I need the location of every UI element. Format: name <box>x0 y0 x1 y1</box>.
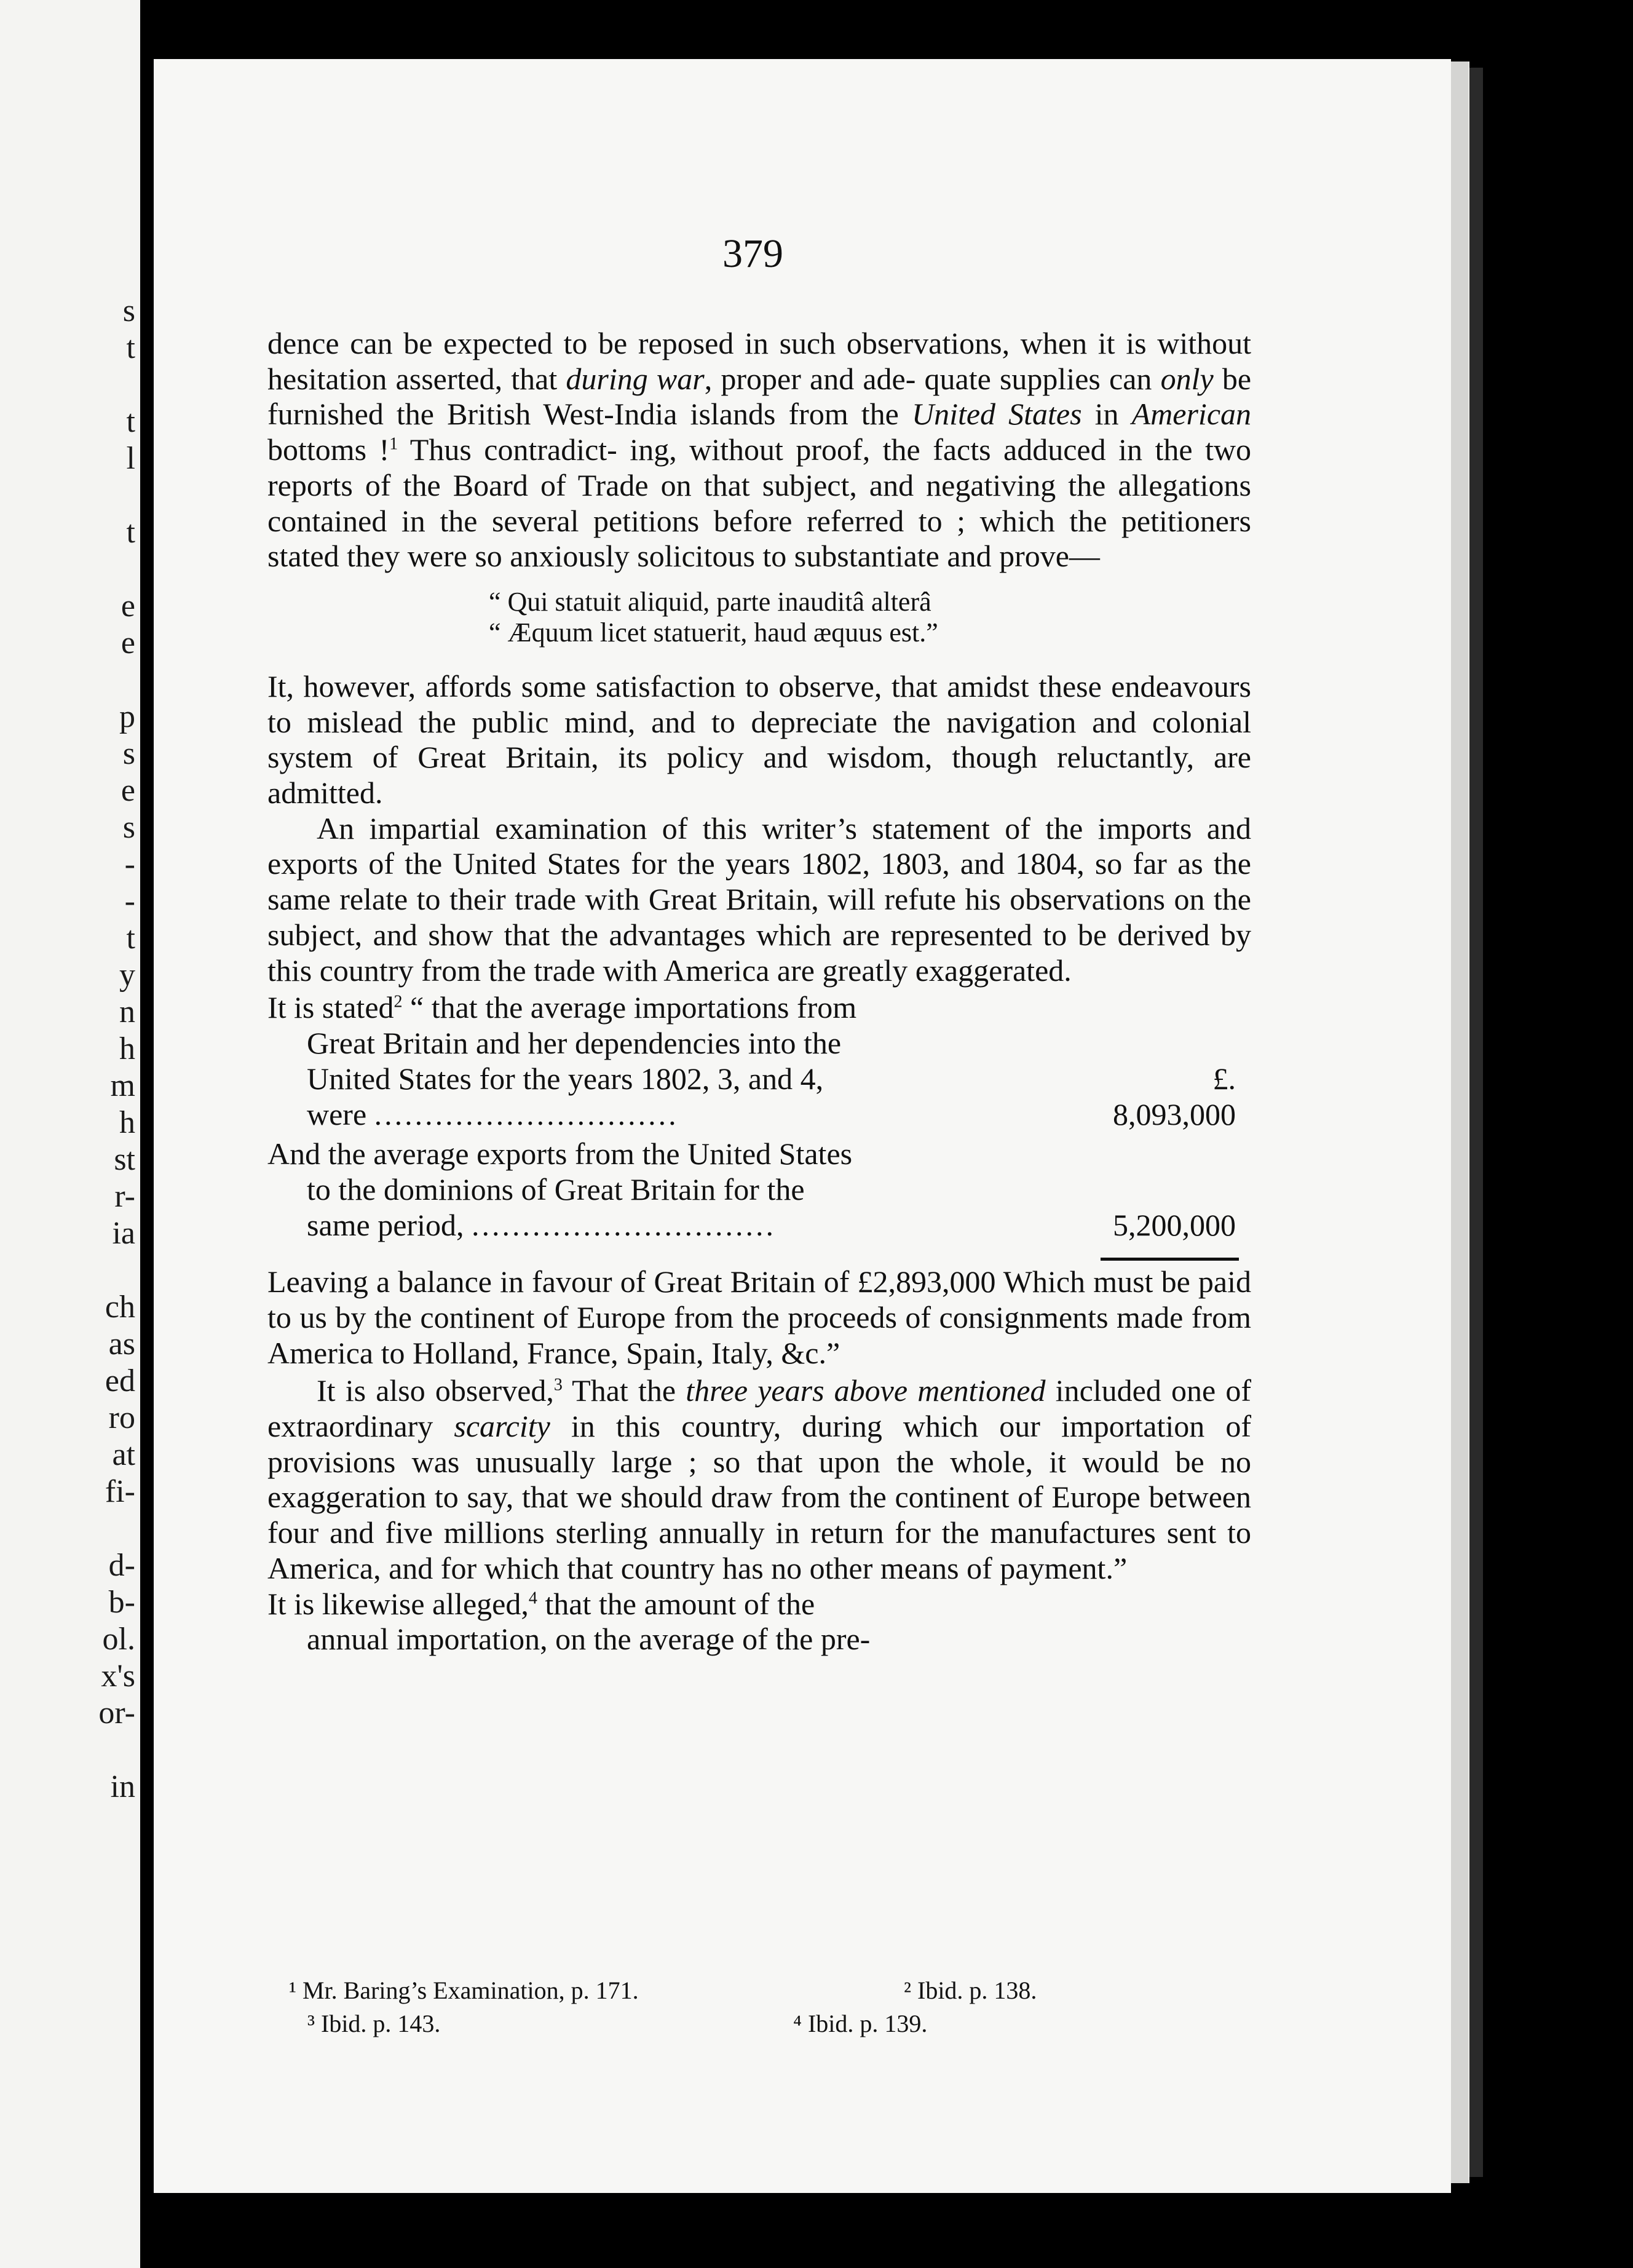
facing-page-sliver <box>0 0 140 2268</box>
export-statement <box>267 1136 1251 1243</box>
paragraph-3: An impartial examination of this writer’s statement of the imports and exports of the United States for the years 1802, 1803, and 1804, so far as the same relate to their trade with Great Britain, will refute his observations on the subject, and show that the advantages which are represented to be derived by this country from the trade with America are greatly exaggerated. <box>267 811 1251 988</box>
margin-fragment: e <box>121 589 135 624</box>
footnote-ref: 4 <box>528 1588 537 1608</box>
page-edge-shadow <box>1451 61 1468 2183</box>
text-run: same period, <box>307 1208 464 1243</box>
statement-line: And the average exports from the United States <box>267 1136 853 1172</box>
statement-line <box>267 989 993 1025</box>
statement-line <box>267 1096 1236 1132</box>
footnote-1: ¹ Mr. Baring’s Examination, p. 171. <box>289 1977 639 2004</box>
text-run: Which must be paid to us by the continent of Europe from the proceeds of consignments made from America to Holland, France, Spain, Italy, &c.” <box>267 1264 1251 1370</box>
margin-fragment: ed <box>105 1363 135 1398</box>
text-run: is without hesitation asserted, that <box>267 326 1251 396</box>
margin-fragment: d- <box>108 1548 135 1583</box>
text-run: included one of extraordinary <box>267 1373 1251 1444</box>
currency-symbol: £. <box>1212 1061 1236 1096</box>
book-cover-edge <box>1469 68 1483 2177</box>
quote-line: “ Æquum licet statuerit, haud æquus est.” <box>489 617 938 648</box>
margin-fragment: ch <box>105 1290 135 1325</box>
footnotes <box>289 1974 1180 2040</box>
margin-fragment: - <box>124 884 135 919</box>
text-run: from the <box>788 397 899 432</box>
margin-fragment: l <box>126 441 135 476</box>
balance-amount: £2,893,000 <box>857 1264 996 1299</box>
italic-run: United States <box>911 397 1082 432</box>
import-amount: 8,093,000 <box>1113 1097 1236 1132</box>
text-run: ing, without proof, the facts adduced in the two reports of the Board of Trade on that subject, and negativing the allegations contained in the several petitions before referred to ; which the petitioners stated they were so anxiously solicitous to substantiate and prove— <box>267 432 1251 574</box>
margin-fragment: ro <box>108 1400 135 1435</box>
text-run: United States for the years 1802, 3, and 4, <box>307 1061 824 1096</box>
text-run: bottoms ! <box>267 432 390 467</box>
page-number: 379 <box>722 231 783 276</box>
footnote-ref: 1 <box>389 434 398 454</box>
margin-fragment: in <box>110 1769 135 1804</box>
margin-fragment: e <box>121 773 135 808</box>
paragraph-1 <box>267 326 1251 574</box>
paragraph-2: It, however, affords some satisfaction to observe, that amidst these endeavours to mislead the public mind, and to depreciate the navigation and colonial system of Great Britain, its policy and wisdom, though reluctantly, are admitted. <box>267 668 1251 811</box>
export-amount: 5,200,000 <box>1113 1208 1236 1243</box>
text-run: It is also observed, <box>317 1373 554 1408</box>
text-run: dence can be expected to be reposed in such observations, when it <box>267 326 1115 360</box>
margin-fragment: r- <box>114 1179 135 1214</box>
text-run: in this country, during which our importation of provisions was unusually large ; so that upon the whole, it would be no exaggeration to say, that we should draw from the continent of Europe between four and five millions sterling annually in return for the manufactures sent to America, and for which that country has no other means of payment.” <box>267 1409 1251 1585</box>
footnote-ref: 2 <box>393 992 403 1012</box>
footnote-ref: 3 <box>553 1375 563 1395</box>
paragraph-5 <box>267 1373 1251 1586</box>
margin-fragment: t <box>126 404 135 439</box>
margin-fragment: - <box>124 847 135 882</box>
margin-fragment: ia <box>112 1216 135 1251</box>
statement-line: Great Britain and her dependencies into the <box>307 1026 842 1061</box>
margin-fragment: t <box>126 515 135 550</box>
margin-fragment: e <box>121 625 135 660</box>
margin-fragment: m <box>110 1068 135 1103</box>
quote-line: “ Qui statuit aliquid, parte inauditâ alterâ <box>489 586 931 617</box>
text-run: , proper and ade- <box>704 361 916 396</box>
margin-fragment: s <box>122 810 135 845</box>
italic-run: scarcity <box>454 1409 550 1444</box>
latin-quotation <box>489 587 1104 648</box>
margin-fragment: s <box>122 293 135 328</box>
balance-paragraph <box>267 1264 1251 1371</box>
page-body <box>267 326 1251 1657</box>
dot-leaders: .............................. <box>471 1208 776 1243</box>
text-run: quate supplies can <box>924 361 1152 396</box>
margin-fragment: fi- <box>105 1474 135 1509</box>
margin-fragment: h <box>119 1031 135 1066</box>
footnote-3: ³ Ibid. p. 143. <box>307 2010 441 2037</box>
italic-run: American <box>1131 397 1252 432</box>
text-run: were <box>307 1097 367 1132</box>
italic-run: only <box>1160 361 1214 396</box>
margin-fragment: p <box>119 699 135 734</box>
margin-fragment: n <box>119 994 135 1029</box>
text-run: in <box>1094 397 1119 432</box>
footnote-4: ⁴ Ibid. p. 139. <box>793 2010 928 2037</box>
margin-fragment: or- <box>98 1695 135 1731</box>
margin-fragment: b- <box>108 1585 135 1620</box>
footnote-row <box>289 2007 1180 2040</box>
text-run: be furnished the British West-India islands <box>267 361 1252 432</box>
dot-leaders: .............................. <box>374 1097 679 1132</box>
margin-fragment: t <box>126 330 135 365</box>
text-run: Thus contradict- <box>398 432 617 467</box>
margin-fragment: t <box>126 921 135 956</box>
margin-fragment: x's <box>101 1659 135 1694</box>
paragraph-6-continued: annual importation, on the average of the pre- <box>307 1622 871 1657</box>
italic-run: three years above mentioned <box>686 1373 1046 1408</box>
margin-fragment: at <box>112 1437 135 1472</box>
text-run: Leaving a balance in favour of Great Britain of <box>267 1264 850 1299</box>
statement-line: to the dominions of Great Britain for the <box>307 1172 805 1207</box>
margin-fragment: s <box>122 736 135 771</box>
paragraph-6 <box>267 1587 1005 1622</box>
text-run: It is likewise alleged, <box>267 1586 529 1621</box>
text-run: It is stated <box>267 990 394 1025</box>
import-statement <box>267 989 1251 1132</box>
footnote-row <box>289 1974 1180 2007</box>
text-run: That the <box>562 1373 686 1408</box>
text-run: that the amount of the <box>537 1586 815 1621</box>
margin-fragment: as <box>108 1326 135 1362</box>
footnote-2: ² Ibid. p. 138. <box>904 1977 1037 2004</box>
sum-rule <box>1101 1258 1239 1261</box>
statement-line <box>267 1207 1236 1243</box>
text-run: “ that the average importations from <box>402 990 857 1025</box>
margin-fragment: st <box>114 1142 135 1177</box>
margin-fragment: y <box>119 958 135 993</box>
italic-run: during war <box>566 361 705 396</box>
statement-line <box>267 1061 1236 1096</box>
margin-fragment: ol. <box>102 1622 135 1657</box>
margin-fragment: h <box>119 1105 135 1140</box>
